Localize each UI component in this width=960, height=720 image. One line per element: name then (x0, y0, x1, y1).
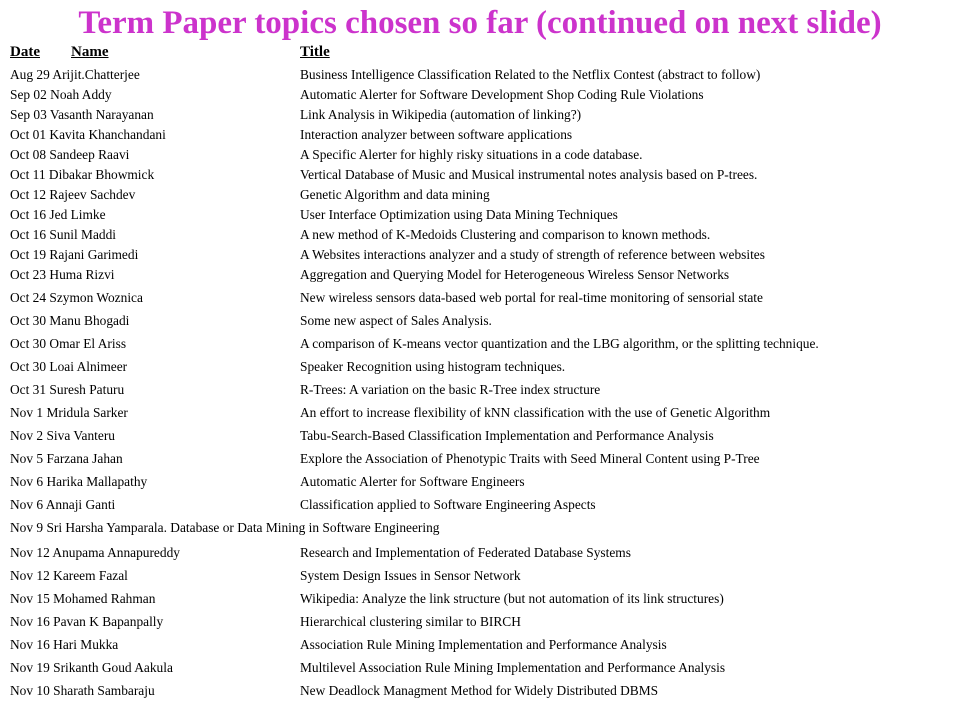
row-date-name: Oct 30 Omar El Ariss (10, 336, 127, 351)
table-row (10, 186, 955, 204)
table-row (10, 358, 955, 376)
row-title: A comparison of K-means vector quantization and the LBG algorithm, or the splitting technique. (300, 336, 819, 351)
row-date-name: Nov 16 Pavan K Bapanpally (10, 614, 164, 629)
row-date-name: Oct 01 Kavita Khanchandani (10, 127, 166, 142)
row-title: Automatic Alerter for Software Development Shop Coding Rule Violations (300, 87, 704, 102)
row-title: A new method of K-Medoids Clustering and comparison to known methods. (300, 227, 711, 242)
row-date-name: Oct 11 Dibakar Bhowmick (10, 167, 155, 182)
table-row (10, 590, 955, 608)
row-date-name: Nov 16 Hari Mukka (10, 637, 119, 652)
table-row (10, 636, 955, 654)
row-title: Classification applied to Software Engineering Aspects (300, 497, 596, 512)
row-title: New wireless sensors data-based web portal for real-time monitoring of sensorial state (300, 290, 763, 305)
row-date-name: Oct 30 Loai Alnimeer (10, 359, 128, 374)
row-date-name: Nov 15 Mohamed Rahman (10, 591, 156, 606)
table-row (10, 312, 955, 330)
row-title: Vertical Database of Music and Musical instrumental notes analysis based on P-trees. (300, 167, 758, 182)
table-row (10, 335, 955, 353)
table-row (10, 206, 955, 224)
row-title: Research and Implementation of Federated Database Systems (300, 545, 631, 560)
row-title: A Websites interactions analyzer and a study of strength of reference between websites (300, 247, 765, 262)
table-row (10, 126, 955, 144)
row-date-name: Oct 16 Jed Limke (10, 207, 106, 222)
header-date: Date (10, 44, 40, 60)
row-date-name: Oct 30 Manu Bhogadi (10, 313, 130, 328)
row-title: Speaker Recognition using histogram techniques. (300, 359, 566, 374)
row-date-name: Oct 12 Rajeev Sachdev (10, 187, 136, 202)
table-row (10, 166, 955, 184)
row-date-name: Oct 31 Suresh Paturu (10, 382, 125, 397)
table-row (10, 381, 955, 399)
row-title: Aggregation and Querying Model for Heterogeneous Wireless Sensor Networks (300, 267, 730, 282)
row-title: New Deadlock Managment Method for Widely Distributed DBMS (300, 683, 659, 698)
table-row (10, 519, 955, 537)
row-title: User Interface Optimization using Data Mining Techniques (300, 207, 618, 222)
row-date-name: Nov 2 Siva Vanteru (10, 428, 116, 443)
row-title: An effort to increase flexibility of kNN classification with the use of Genetic Algorithm (300, 405, 771, 420)
row-title: Tabu-Search-Based Classification Implementation and Performance Analysis (300, 428, 714, 443)
row-title: Automatic Alerter for Software Engineers (300, 474, 525, 489)
table-row (10, 289, 955, 307)
row-title: System Design Issues in Sensor Network (300, 568, 521, 583)
table-row (10, 404, 955, 422)
row-date-name: Nov 12 Anupama Annapureddy (10, 545, 180, 560)
slide-title: Term Paper topics chosen so far (continued on next slide) (78, 5, 882, 41)
table-row (10, 659, 955, 677)
table-row (10, 613, 955, 631)
row-title: Link Analysis in Wikipedia (automation of linking?) (300, 107, 582, 122)
row-date-name: Oct 19 Rajani Garimedi (10, 247, 139, 262)
table-row (10, 450, 955, 468)
row-title: R-Trees: A variation on the basic R-Tree index structure (300, 382, 601, 397)
table-row (10, 106, 955, 124)
row-title: Association Rule Mining Implementation and Performance Analysis (300, 637, 667, 652)
table-row (10, 266, 955, 284)
table-row (10, 473, 955, 491)
row-date-name: Nov 19 Srikanth Goud Aakula (10, 660, 173, 675)
row-title: Wikipedia: Analyze the link structure (but not automation of its link structures) (300, 591, 724, 606)
row-date-name: Nov 6 Annaji Ganti (10, 497, 116, 512)
row-date-name: Nov 1 Mridula Sarker (10, 405, 128, 420)
row-date-name: Nov 9 Sri Harsha Yamparala. Database or Data Mining in Software Engineering (10, 520, 440, 535)
row-title: Explore the Association of Phenotypic Traits with Seed Mineral Content using P-Tree (300, 451, 760, 466)
row-title: Some new aspect of Sales Analysis. (300, 313, 492, 328)
row-date-name: Nov 6 Harika Mallapathy (10, 474, 148, 489)
row-title: Hierarchical clustering similar to BIRCH (300, 614, 521, 629)
row-title: Multilevel Association Rule Mining Implementation and Performance Analysis (300, 660, 726, 675)
table-row (10, 427, 955, 445)
row-date-name: Oct 08 Sandeep Raavi (10, 147, 130, 162)
row-title: Interaction analyzer between software applications (300, 127, 573, 142)
table-row (10, 496, 955, 514)
row-date-name: Oct 16 Sunil Maddi (10, 227, 117, 242)
table-row (10, 246, 955, 264)
table-row (10, 226, 955, 244)
table-row (10, 86, 955, 104)
table-row (10, 567, 955, 585)
table-row (10, 146, 955, 164)
table-row (10, 66, 955, 84)
table-row (10, 544, 955, 562)
row-date-name: Nov 10 Sharath Sambaraju (10, 683, 155, 698)
row-date-name: Sep 03 Vasanth Narayanan (10, 107, 154, 122)
row-title: Genetic Algorithm and data mining (300, 187, 490, 202)
row-date-name: Oct 24 Szymon Woznica (10, 290, 143, 305)
row-title: Business Intelligence Classification Related to the Netflix Contest (abstract to follow) (300, 67, 761, 82)
row-date-name: Nov 5 Farzana Jahan (10, 451, 123, 466)
row-title: A Specific Alerter for highly risky situations in a code database. (300, 147, 643, 162)
row-date-name: Aug 29 Arijit.Chatterjee (10, 67, 140, 82)
row-date-name: Oct 23 Huma Rizvi (10, 267, 115, 282)
header-title: Title (300, 44, 330, 60)
row-date-name: Nov 12 Kareem Fazal (10, 568, 128, 583)
table-row (10, 682, 955, 700)
row-date-name: Sep 02 Noah Addy (10, 87, 112, 102)
header-name: Name (71, 44, 109, 60)
